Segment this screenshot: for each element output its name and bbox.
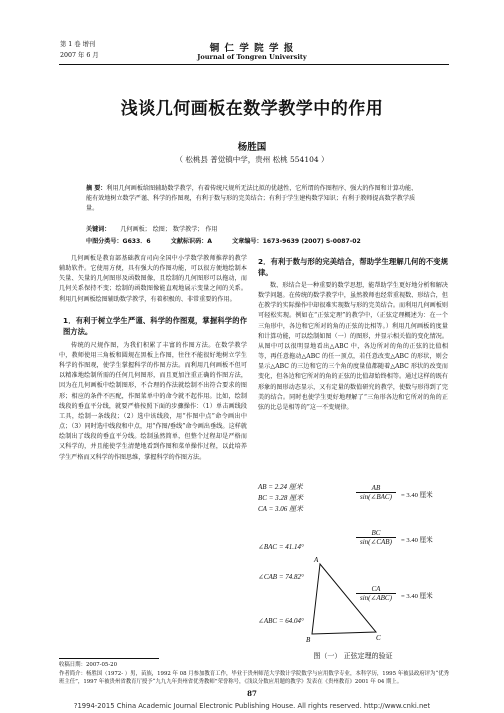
keywords — [86, 225, 426, 234]
vertex-a-label: A — [314, 556, 319, 564]
triangle-diagram — [258, 482, 450, 645]
ratio-bc-denominator: sin(∠CAB) — [360, 538, 392, 546]
keywords-list: 几何画板； 绘图； 数学教学； 作用 — [120, 226, 218, 233]
right-column — [258, 256, 448, 413]
angle-bac: ∠BAC = 41.14° — [258, 543, 304, 551]
document-code: 文献标识码：A — [170, 238, 213, 245]
publication-date: 2007 年 6 月 — [60, 52, 99, 59]
header-rule — [59, 64, 449, 65]
ratio-ca-numerator: CA — [356, 585, 396, 594]
clc-number: 中图分类号：G633．6 — [86, 238, 151, 245]
footnote-rule — [59, 658, 159, 659]
journal-title-en: Journal of Tongren University — [197, 53, 307, 61]
abstract — [86, 184, 420, 214]
page-number: 87 — [247, 689, 257, 698]
angle-cab: ∠CAB = 74.82° — [258, 573, 304, 581]
author-affiliation: （ 松桃县 普觉镇中学，贵州 松桃 554104 ） — [175, 155, 329, 164]
measure-ab: AB = 2.24 厘米 — [258, 483, 303, 491]
footnote — [59, 661, 451, 687]
vertex-c-label: C — [376, 634, 381, 642]
received-date: 收稿日期：2007-05-20 — [59, 662, 118, 668]
ratio-bc-value: = 3.40 厘米 — [401, 537, 433, 544]
triangle-abc — [312, 564, 376, 634]
intro-paragraph: 几何画板是教育部基础教育司向全国中小学数学教师推荐的教学辅助软件。它使用方便，具有强大的作图功能，可以很方便地绘制本矢量、矢量的几何图形及函数图像，且绘制的几何图形可以拖动，而几何关系保持不变；绘制的函数图像能直观地展示变量之间的关系。利用几何画板绘图辅助数学教学，有着积极的、非常重要的作用。 — [59, 255, 247, 303]
volume-issue: 第 1 卷 增刊 — [60, 41, 96, 48]
measure-ca: CA = 3.06 厘米 — [258, 505, 304, 513]
measure-bc: BC = 3.28 厘米 — [258, 494, 304, 502]
journal-title-cn: 铜 仁 学 院 学 报 — [209, 43, 295, 54]
ratio-ab-numerator: AB — [356, 484, 396, 493]
author-bio: 作者简介：杨胜国（1972- ）男，苗族，1992 年 08 月参加教育工作，毕业于贵州师范大学数计学院数学与应用数学专业，本科学历，1995 年被县政府评为“优秀班主任”，1997 年被贵州省教育厅授予“九九九年贵州省优秀教师”荣誉称号，《浅议分数应用题的教学》发表在《贵州教育》2001 年 04 期上。 — [59, 670, 449, 686]
ratio-ca-denominator: sin(∠ABC) — [360, 594, 392, 602]
angle-abc: ∠ABC = 64.04° — [258, 617, 304, 625]
section-2-heading: 2．有利于数与形的完美结合，帮助学生理解几何的不变规律。 — [258, 257, 448, 277]
figure-caption: 图（一） 正弦定理的验证 — [313, 652, 393, 660]
author-name: 杨胜国 — [237, 142, 267, 153]
ratio-ab-value: = 3.40 厘米 — [401, 492, 433, 499]
keywords-label: 关键词： — [86, 226, 111, 233]
article-number: 文章编号：1673-9639 (2007) S-0087-02 — [232, 238, 361, 245]
ratio-ab-denominator: sin(∠BAC) — [360, 493, 392, 501]
section-1-body: 传统的尺规作图，为我们积累了丰富的作图方法。在数学教学中，教师使用三角板和圆规在黑板上作图，往往不能很好地树立学生科学的作图观，使学生掌握科学的作图方法。而利用几何画板不但可以精准地绘制所需的任何几何图形，而且更加注重正确的作图方法，因为在几何画板中绘制图形，不合理的作法就绘制不出符合要求的图形；相应的条件不匹配，作图菜单中的命令就不起作用。比如，绘制线段的垂直平分线，就要严格按照下面的步骤操作：（1）单击画线段工具，绘制一条线段；（2）选中该线段，用“作图中点”命令画出中点；（3）同时选中线段和中点，用“作图/垂线”命令画出垂线。这样就绘制出了线段的垂直平分线。绘制虽然简单，但整个过程却是严格而又科学的，并且能使学生清楚地看到作图和菜单操作过程，以此培养学生严格而又科学的作图思维，掌握科学的作图方法。 — [59, 341, 247, 461]
abstract-text: 利用几何画板给图辅助数学教学，有着传统尺规所无法比拟的优越性，它所谓的作图程序、强大的作图和计算功能、能有效地树立数学严谨、科学的作图观，有利于数与形的完美结合；有利于学生建构数学知识；有利于教师提高数学教学质量。 — [86, 185, 418, 212]
figure-sine-rule — [258, 482, 450, 645]
paper-title: 浅谈几何画板在数学教学中的作用 — [120, 99, 384, 119]
classification-line — [86, 237, 426, 246]
copyright-watermark: ?1994-2015 China Academic Journal Electronic Publishing House. All rights reserved. http://www.cnki.net — [73, 702, 431, 710]
ratio-ca-value: = 3.40 厘米 — [401, 593, 433, 600]
section-2-body: 数、形结合是一种重要的数学思想，能帮助学生更好地分析和解决数学问题。在传统的数学教学中，虽然教师也经常重视数、形结合，但在教学的实际操作中却很难实现数与形的完美结合。而利用几何画板则可轻松实现。例如在“正弦定理”的教学中，（正弦定理概述为：在一个三角形中，各边和它所对的角的正弦的比相等。）利用几何画板的度量和计算功能，可以绘制如图（一）的图形，并显示相关值的变化情况。从图中可以很明显地看出△ABC 中，各边所对的角的正弦的比值相等，再任意拖动△ABC 的任一顶点，若任意改变△ABC 的形状，则会显示△ABC 的三边和它的三个角的度量值都随着△ABC 形状的改变而变化，但各边和它所对的角的正弦的比值却始终相等。通过这样的既有形象的图形动态显示，又有定量的数值研究的教学，使数与形得到了完美的结合。同时也使学生更好地理解了“三角形各边和它所对的角的正弦的比总是相等的”这一不变规律。 — [258, 282, 448, 411]
ratio-bc-numerator: BC — [356, 529, 396, 538]
left-column — [59, 254, 247, 463]
vertex-b-label: B — [306, 636, 311, 644]
abstract-label: 摘 要： — [86, 185, 107, 192]
section-1-heading: 1．有利于树立学生严谨、科学的作图观，掌握科学的作图方法。 — [63, 315, 247, 336]
